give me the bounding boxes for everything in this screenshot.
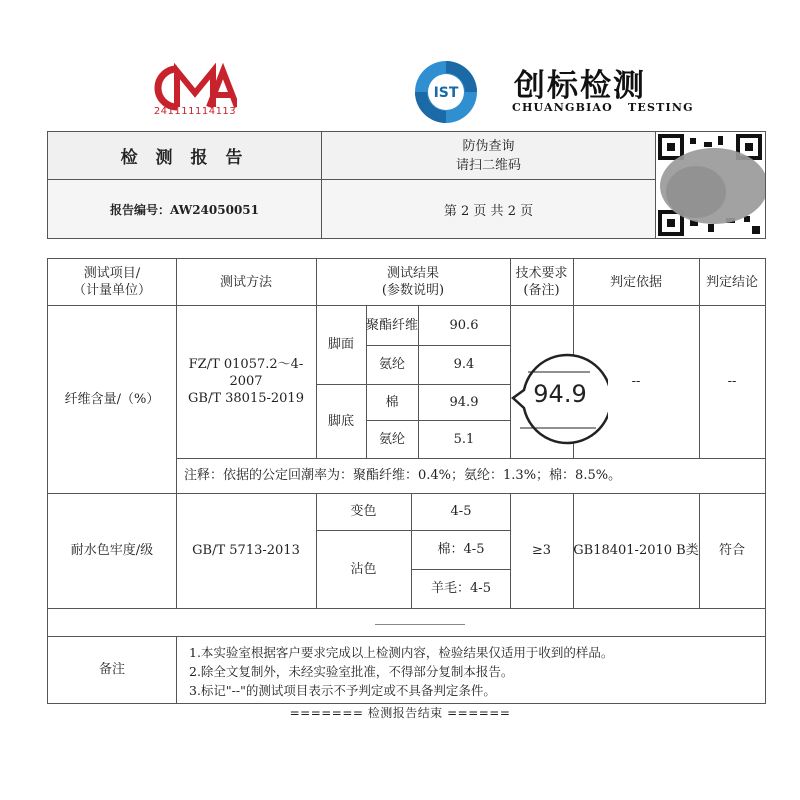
report-title: 检 测 报 告 [48, 132, 322, 180]
stain-wool: 羊毛：4-5 [431, 581, 491, 596]
part-upper: 脚面 [327, 337, 354, 352]
remarks-label: 备注 [98, 662, 125, 677]
header-result [316, 259, 510, 305]
fiber-basis: -- [631, 374, 641, 389]
header-conclusion: 判定结论 [705, 274, 758, 290]
fiber-conclusion: -- [727, 374, 737, 389]
anti-fake-cell [322, 132, 656, 180]
qr-code[interactable] [656, 132, 765, 238]
header-item-line2: （计量单位） [72, 283, 151, 298]
header-requirement [510, 259, 573, 305]
header-requirement-line2: (备注) [523, 283, 560, 298]
results-table [47, 258, 766, 704]
fiber-method-line2: GB/T 38015-2019 [188, 391, 304, 406]
change-value: 4-5 [450, 504, 472, 519]
ist-logo [413, 59, 479, 125]
colorfastness-method: GB/T 5713-2013 [192, 543, 300, 558]
page-info: 第 2 页 共 2 页 [322, 180, 656, 238]
stain-label: 沾色 [350, 561, 377, 577]
brand-name-en: CHUANGBIAO TESTING [512, 101, 694, 114]
fiber-value: 94.9 [449, 394, 479, 410]
remark-line: 3.标记"--"的测试项目表示不予判定或不具备判定条件。 [189, 683, 496, 698]
anti-fake-line1: 防伪查询 [462, 138, 515, 154]
stain-cotton: 棉：4-5 [437, 542, 485, 557]
header-result-line1: 测试结果 [386, 266, 439, 281]
qr-code-icon [656, 132, 765, 238]
report-end-line: ======= 检测报告结束 ====== [289, 706, 511, 720]
fiber-note: 注释：依据的公定回潮率为：聚酯纤维：0.4%；氨纶：1.3%；棉：8.5%。 [184, 468, 622, 483]
remark-line: 1.本实验室根据客户要求完成以上检测内容，检验结果仅适用于收到的样品。 [189, 645, 614, 660]
header-result-line2: (参数说明) [381, 283, 445, 298]
colorfastness-conclusion: 符合 [718, 543, 745, 558]
report-header-table [47, 131, 766, 239]
header-item-line1: 测试项目/ [83, 266, 141, 281]
ist-logo-text: IST [433, 85, 459, 101]
fiber-name: 聚酯纤维 [366, 317, 419, 333]
fiber-name: 氨纶 [378, 431, 405, 447]
header-requirement-line1: 技术要求 [515, 266, 568, 281]
fiber-method [176, 305, 316, 458]
remark-line: 2.除全文复制外，未经实验室批准，不得部分复制本报告。 [189, 664, 514, 679]
fiber-name: 氨纶 [378, 357, 405, 372]
change-label: 变色 [350, 504, 377, 519]
header-item [48, 259, 176, 305]
colorfastness-requirement: ≥3 [531, 543, 552, 558]
fiber-value: 5.1 [453, 431, 475, 447]
remarks-list [189, 643, 613, 700]
anti-fake-line2: 请扫二维码 [455, 157, 521, 173]
header-method: 测试方法 [219, 274, 272, 290]
colorfastness-item: 耐水色牢度/级 [70, 543, 154, 558]
fiber-value: 90.6 [449, 317, 479, 333]
brand-name-cn: 创标检测 [514, 68, 646, 104]
header-basis: 判定依据 [609, 274, 662, 290]
report-number: 报告编号：AW24050051 [48, 180, 322, 238]
cma-number: 241111114113 [153, 106, 237, 117]
fiber-value: 9.4 [453, 357, 475, 372]
magnified-value: 94.9 [533, 380, 587, 408]
part-sole: 脚底 [327, 413, 354, 429]
fiber-name: 棉 [385, 394, 399, 410]
fiber-method-line1: FZ/T 01057.2～4-2007 [188, 357, 304, 389]
colorfastness-basis: GB18401-2010 B类 [573, 543, 699, 558]
fiber-item: 纤维含量/（%） [64, 391, 160, 407]
